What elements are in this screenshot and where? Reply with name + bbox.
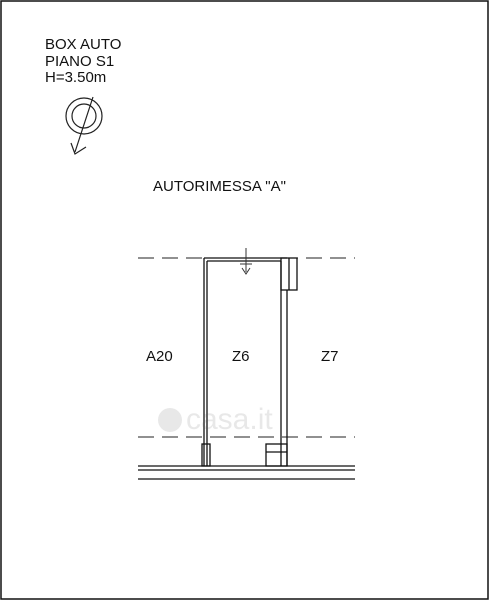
corridor-lines bbox=[138, 466, 355, 479]
title-line-floor: PIANO S1 bbox=[45, 52, 115, 70]
title-line-height: H=3.50m bbox=[45, 69, 107, 86]
watermark-text: casa.it bbox=[186, 403, 273, 436]
plan-heading: AUTORIMESSA "A" bbox=[153, 178, 286, 195]
bottom-wall-stubs bbox=[202, 444, 287, 466]
sheet-border bbox=[1, 1, 488, 599]
title-block bbox=[45, 37, 121, 87]
title-line-box-auto: BOX AUTO bbox=[45, 36, 122, 53]
zone-label-z7: Z7 bbox=[321, 348, 339, 365]
pillar bbox=[281, 258, 297, 290]
north-arrow-icon bbox=[66, 97, 102, 154]
zone-label-a20: A20 bbox=[146, 348, 173, 365]
watermark-logo-icon bbox=[158, 408, 182, 432]
watermark bbox=[158, 398, 328, 442]
zone-label-z6: Z6 bbox=[232, 348, 250, 365]
